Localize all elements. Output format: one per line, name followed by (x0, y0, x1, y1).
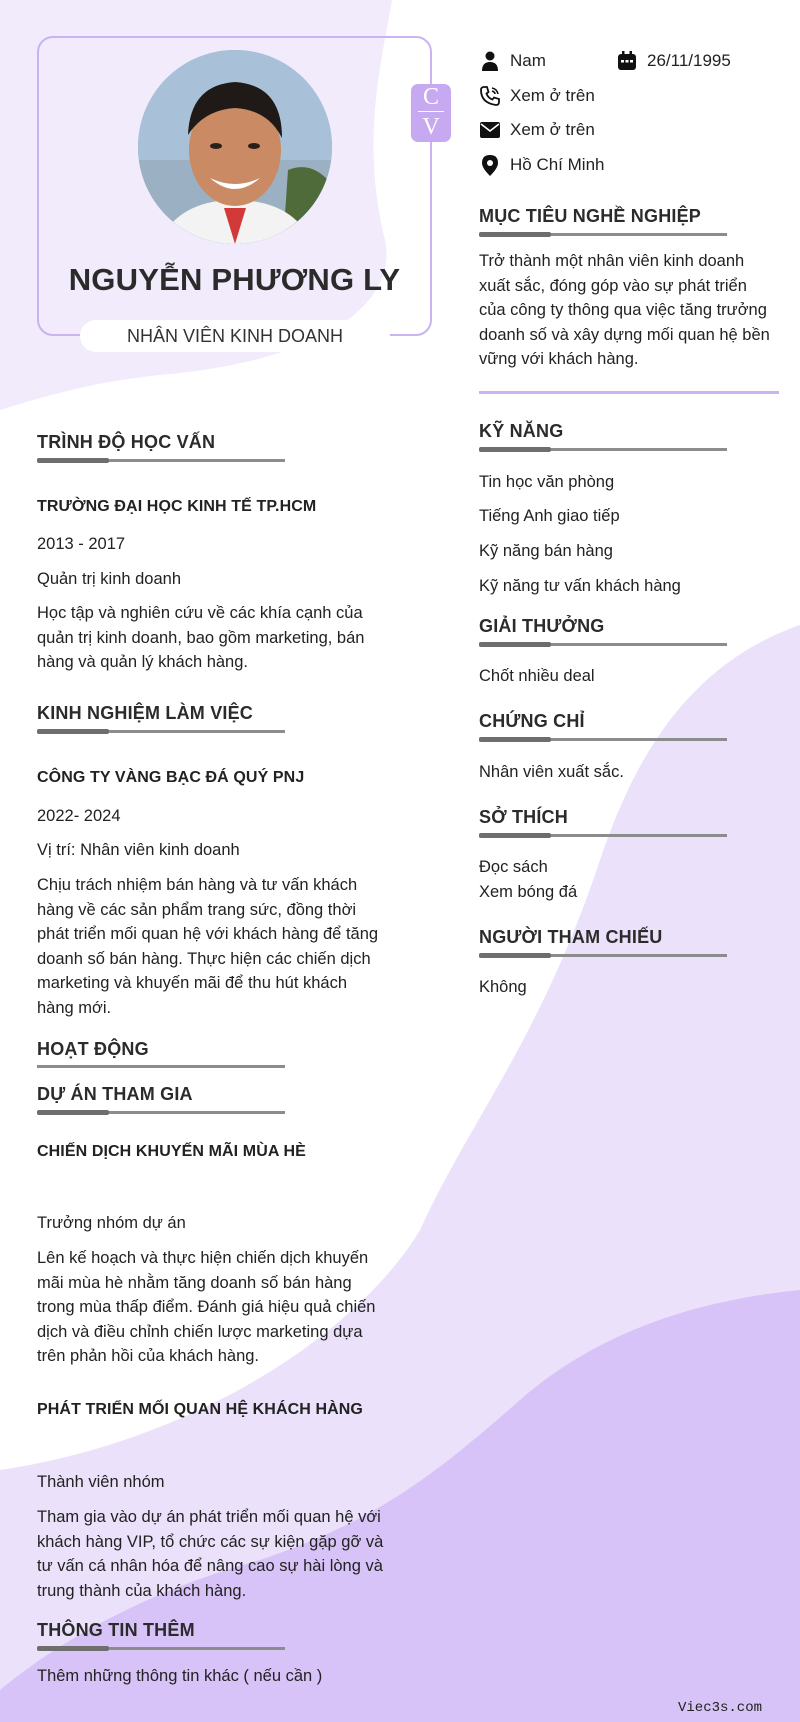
experience-underline (37, 730, 285, 733)
address-value: Hồ Chí Minh (510, 155, 605, 174)
cv-badge-c: C (422, 84, 439, 110)
additional-title: THÔNG TIN THÊM (37, 1620, 195, 1640)
candidate-position: NHÂN VIÊN KINH DOANH (80, 320, 390, 352)
activities-title: HOẠT ĐỘNG (37, 1039, 149, 1059)
contact-birthday (616, 50, 731, 72)
project-name: PHÁT TRIỂN MỐI QUAN HỆ KHÁCH HÀNG (37, 1401, 363, 1418)
project-role: Thành viên nhóm (37, 1473, 165, 1491)
objective-text: Trở thành một nhân viên kinh doanh xuất sắc, đóng góp vào sự phát triển của công ty thông qua việc tăng trưởng doanh số và xây dựng mối quan hệ bền vững với khách hàng. (479, 252, 770, 368)
certificates-underline (479, 738, 727, 741)
awards-text: Chốt nhiều deal (479, 667, 595, 685)
user-icon (479, 50, 501, 72)
section-divider (479, 391, 779, 394)
mail-icon (479, 119, 501, 141)
skill-item: Kỹ năng bán hàng (479, 542, 613, 560)
experience-description: Chịu trách nhiệm bán hàng và tư vấn khách hàng về các sản phẩm trang sức, đồng thời phát triển mối quan hệ với khách hàng để tăng doanh số bán hàng. Thực hiện các chiến dịch marketing và khuyến mãi để thu hút khách hàng mới. (37, 876, 379, 1017)
objective-underline (479, 233, 727, 236)
contact-phone (479, 85, 595, 107)
certificates-title: CHỨNG CHỈ (479, 711, 585, 731)
projects-underline (37, 1111, 285, 1114)
email-value: Xem ở trên (510, 120, 595, 139)
gender-value: Nam (510, 51, 546, 70)
education-school: TRƯỜNG ĐẠI HỌC KINH TẾ TP.HCM (37, 498, 317, 515)
cv-badge-v: V (422, 114, 440, 140)
project-description: Lên kế hoạch và thực hiện chiến dịch khuyến mãi mùa hè nhằm tăng doanh số bán hàng trong mùa thấp điểm. Đánh giá hiệu quả chiến dịch và điều chỉnh chiến lược marketing dựa trên phản hồi của khách hàng. (37, 1249, 376, 1365)
skills-underline (479, 448, 727, 451)
profile-photo (138, 50, 332, 244)
watermark: Viec3s.com (677, 1700, 762, 1716)
candidate-name: NGUYỄN PHƯƠNG LY (68, 262, 401, 297)
additional-text: Thêm những thông tin khác ( nếu cần ) (37, 1667, 323, 1685)
project-name: CHIẾN DỊCH KHUYẾN MÃI MÙA HÈ (37, 1143, 306, 1160)
hobby-item: Đọc sách (479, 858, 548, 876)
references-title: NGƯỜI THAM CHIẾU (479, 927, 663, 947)
hobbies-title: SỞ THÍCH (479, 807, 568, 827)
project-role: Trưởng nhóm dự án (37, 1214, 186, 1232)
experience-company: CÔNG TY VÀNG BẠC ĐÁ QUÝ PNJ (37, 769, 305, 786)
calendar-icon (616, 50, 638, 72)
skill-item: Tiếng Anh giao tiếp (479, 507, 620, 525)
certificates-text: Nhân viên xuất sắc. (479, 763, 624, 781)
contact-email (479, 119, 595, 141)
location-pin-icon (479, 154, 501, 176)
skills-title: KỸ NĂNG (479, 421, 564, 441)
contact-gender (479, 50, 546, 72)
experience-role: Vị trí: Nhân viên kinh doanh (37, 841, 240, 859)
additional-underline (37, 1647, 285, 1650)
birthday-value: 26/11/1995 (647, 51, 731, 70)
hobbies-underline (479, 834, 727, 837)
phone-value: Xem ở trên (510, 86, 595, 105)
awards-title: GIẢI THƯỞNG (479, 616, 605, 636)
references-text: Không (479, 978, 527, 996)
skill-item: Tin học văn phòng (479, 473, 615, 491)
education-title: TRÌNH ĐỘ HỌC VẤN (37, 432, 216, 452)
awards-underline (479, 643, 727, 646)
phone-icon (479, 85, 501, 107)
education-period: 2013 - 2017 (37, 535, 126, 553)
activities-underline (37, 1065, 285, 1068)
skill-item: Kỹ năng tư vấn khách hàng (479, 577, 681, 595)
education-underline (37, 459, 285, 462)
objective-title: MỤC TIÊU NGHỀ NGHIỆP (479, 206, 702, 226)
experience-period: 2022- 2024 (37, 807, 121, 825)
references-underline (479, 954, 727, 957)
project-description: Tham gia vào dự án phát triển mối quan hệ với khách hàng VIP, tổ chức các sự kiện gặp gỡ và tư vấn cá nhân hóa để nâng cao sự hài lòng và trung thành của khách hàng. (37, 1508, 384, 1600)
cv-badge (411, 84, 451, 142)
education-major: Quản trị kinh doanh (37, 570, 182, 588)
projects-title: DỰ ÁN THAM GIA (37, 1084, 193, 1104)
contact-address (479, 154, 604, 176)
experience-title: KINH NGHIỆM LÀM VIỆC (37, 703, 254, 723)
education-description: Học tập và nghiên cứu về các khía cạnh của quản trị kinh doanh, bao gồm marketing, bán hàng và quản lý khách hàng. (37, 604, 365, 671)
hobby-item: Xem bóng đá (479, 883, 578, 901)
